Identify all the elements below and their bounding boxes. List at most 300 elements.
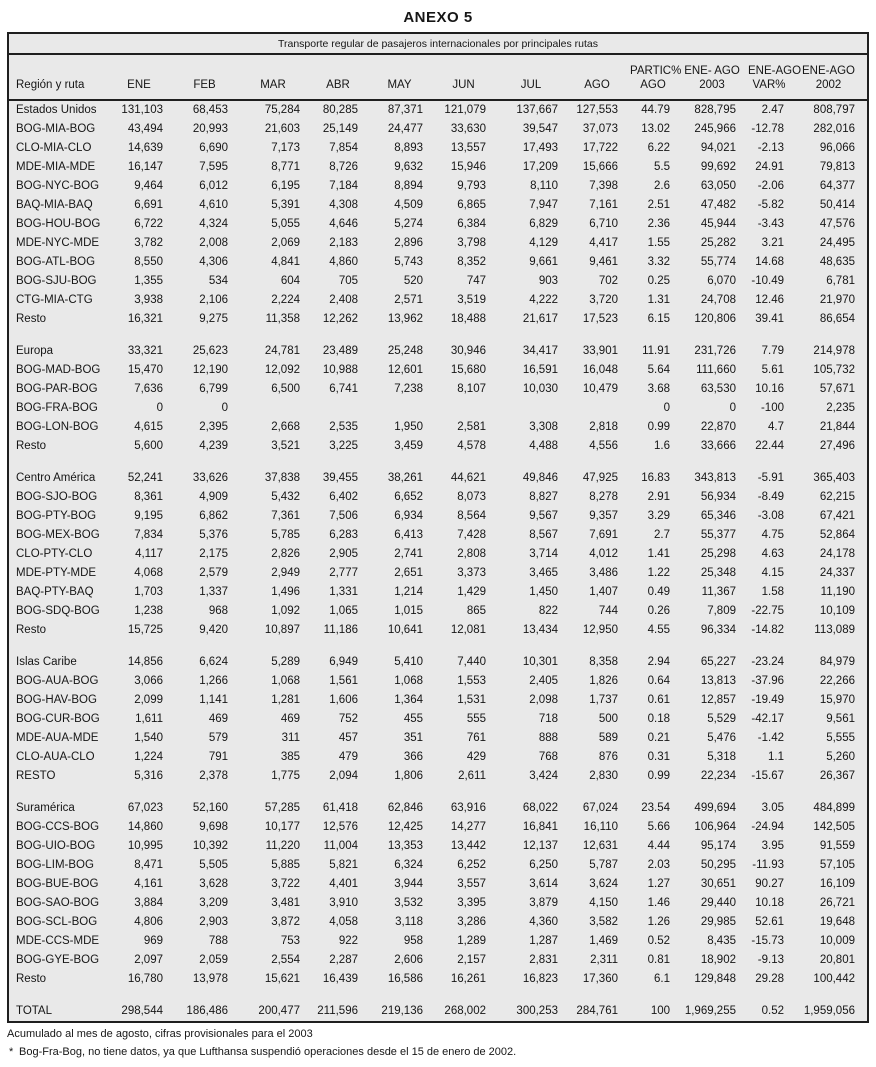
- cell: 13,442: [450, 840, 486, 852]
- cell: 10,479: [582, 383, 618, 395]
- row-label: BOG-LIM-BOG: [16, 859, 94, 871]
- cell: 8,894: [394, 180, 423, 192]
- cell: 0.61: [647, 694, 670, 706]
- cell: 63,530: [700, 383, 736, 395]
- cell: 6.15: [647, 313, 670, 325]
- cell: 4,860: [329, 256, 358, 268]
- cell: 3.32: [647, 256, 670, 268]
- cell: 12,631: [582, 840, 618, 852]
- cell: 21,970: [819, 294, 855, 306]
- cell: 366: [403, 751, 423, 763]
- cell: 7,595: [199, 161, 228, 173]
- cell: 2,157: [457, 954, 486, 966]
- cell: 500: [598, 713, 618, 725]
- cell: 75,284: [264, 104, 300, 116]
- row-label: Estados Unidos: [16, 104, 97, 116]
- cell: 0: [156, 402, 163, 414]
- row-label: BOG-FRA-BOG: [16, 402, 98, 414]
- row-label: BOG-SAO-BOG: [16, 897, 100, 909]
- passenger-routes-table: [7, 32, 869, 1023]
- table-row: [9, 583, 867, 602]
- cell: 44.79: [641, 104, 670, 116]
- cell: 5,410: [394, 656, 423, 668]
- cell: 4,308: [329, 199, 358, 211]
- cell: -9.13: [757, 954, 784, 966]
- cell: 0.52: [761, 1005, 784, 1017]
- cell: 15,621: [264, 973, 300, 985]
- footnote-bog-fra: [7, 1044, 869, 1060]
- cell: 33,630: [450, 123, 486, 135]
- cell: 2.36: [647, 218, 670, 230]
- column-header: PARTIC% AGO: [630, 55, 682, 100]
- cell: 25,348: [700, 567, 736, 579]
- cell: 5,529: [707, 713, 736, 725]
- cell: 1,826: [589, 675, 618, 687]
- cell: 5,743: [394, 256, 423, 268]
- cell: 6,652: [394, 491, 423, 503]
- cell: 2,098: [529, 694, 558, 706]
- cell: 4,117: [135, 548, 163, 560]
- cell: 11.91: [642, 345, 670, 357]
- table-row: [9, 100, 867, 120]
- table-row: [9, 361, 867, 380]
- cell: 211,596: [317, 1005, 358, 1017]
- cell: 1,068: [394, 675, 423, 687]
- cell: 5,821: [329, 859, 358, 871]
- cell: 39.41: [755, 313, 784, 325]
- table-row: [9, 970, 867, 989]
- cell: 1.1: [768, 751, 784, 763]
- cell: 3,722: [271, 878, 300, 890]
- section-spacer: [9, 329, 867, 342]
- cell: 1,407: [589, 586, 618, 598]
- cell: 7,184: [329, 180, 358, 192]
- cell: 5,274: [394, 218, 423, 230]
- table-row: [9, 272, 867, 291]
- table-row: [9, 196, 867, 215]
- cell: 1.22: [647, 567, 670, 579]
- cell: 9,793: [457, 180, 486, 192]
- cell: 3,308: [529, 421, 558, 433]
- table-body: [9, 100, 867, 1021]
- table-row: [9, 653, 867, 672]
- cell: 68,022: [522, 802, 558, 814]
- row-label: BOG-MEX-BOG: [16, 529, 100, 541]
- cell: 2,905: [329, 548, 358, 560]
- footnote-accumulated: Acumulado al mes de agosto, cifras provisionales para el 2003: [7, 1028, 313, 1040]
- cell: -3.43: [757, 218, 784, 230]
- cell: 753: [280, 935, 300, 947]
- table-row: [9, 748, 867, 767]
- cell: 2,183: [329, 237, 358, 249]
- cell: 2,903: [199, 916, 228, 928]
- cell: 25,282: [700, 237, 736, 249]
- cell: 7,854: [329, 142, 358, 154]
- cell: 7.79: [761, 345, 784, 357]
- cell: 455: [403, 713, 423, 725]
- cell: 4,150: [589, 897, 618, 909]
- cell: 3,944: [394, 878, 423, 890]
- cell: 4.7: [768, 421, 784, 433]
- cell: -42.17: [751, 713, 784, 725]
- column-header: Región y ruta: [9, 55, 109, 100]
- cell: 2.94: [647, 656, 670, 668]
- cell: 137,667: [516, 104, 558, 116]
- cell: 2,741: [394, 548, 423, 560]
- cell: 24,337: [819, 567, 855, 579]
- cell: 113,089: [814, 624, 855, 636]
- cell: 48,635: [819, 256, 855, 268]
- cell: 1,611: [135, 713, 163, 725]
- cell: 4,610: [199, 199, 228, 211]
- cell: 0: [663, 402, 670, 414]
- cell: 29,985: [700, 916, 736, 928]
- cell: 15,946: [450, 161, 486, 173]
- cell: 6,934: [394, 510, 423, 522]
- row-label: CTG-MIA-CTG: [16, 294, 93, 306]
- cell: 903: [538, 275, 558, 287]
- cell: 57,285: [264, 802, 300, 814]
- cell: 25,623: [192, 345, 228, 357]
- footnote-asterisk: *: [9, 1046, 14, 1058]
- cell: 1,561: [329, 675, 358, 687]
- cell: 16,110: [583, 821, 618, 833]
- cell: 52.61: [755, 916, 784, 928]
- row-label: BOG-CUR-BOG: [16, 713, 100, 725]
- cell: 3,557: [457, 878, 486, 890]
- cell: 3,879: [529, 897, 558, 909]
- cell: 1.6: [654, 440, 670, 452]
- cell: 8,073: [457, 491, 486, 503]
- cell: 8,726: [329, 161, 358, 173]
- cell: 16,321: [127, 313, 163, 325]
- cell: 63,916: [450, 802, 486, 814]
- cell: 22,266: [819, 675, 855, 687]
- cell: 57,105: [819, 859, 855, 871]
- cell: 11,186: [323, 624, 358, 636]
- cell: 27,496: [819, 440, 855, 452]
- cell: 6,070: [707, 275, 736, 287]
- cell: 21,617: [522, 313, 558, 325]
- cell: 3,714: [529, 548, 558, 560]
- cell: 120,806: [694, 313, 736, 325]
- table-row: [9, 469, 867, 488]
- cell: 3.95: [761, 840, 784, 852]
- footnotes: [7, 1026, 869, 1060]
- cell: 13,353: [387, 840, 423, 852]
- table-row: [9, 526, 867, 545]
- cell: 14,277: [450, 821, 486, 833]
- cell: 14,639: [127, 142, 163, 154]
- cell: 10,301: [522, 656, 558, 668]
- section-spacer: [9, 640, 867, 653]
- column-header: ENE- AGO 2003: [682, 55, 748, 100]
- cell: 6,283: [329, 529, 358, 541]
- cell: 3,459: [394, 440, 423, 452]
- cell: 1,364: [394, 694, 423, 706]
- cell: 4,646: [329, 218, 358, 230]
- cell: 1.31: [647, 294, 670, 306]
- cell: 3,395: [457, 897, 486, 909]
- cell: 47,925: [582, 472, 618, 484]
- cell: 8,361: [134, 491, 163, 503]
- cell: 6,413: [394, 529, 423, 541]
- cell: 4,161: [134, 878, 163, 890]
- cell: [240, 399, 312, 418]
- cell: 11,367: [701, 586, 736, 598]
- cell: 90.27: [755, 878, 784, 890]
- cell: 2,831: [529, 954, 558, 966]
- column-header: ENE: [109, 55, 175, 100]
- cell: 3,066: [134, 675, 163, 687]
- cell: 12,081: [450, 624, 486, 636]
- cell: 45,944: [700, 218, 736, 230]
- cell: 231,726: [694, 345, 736, 357]
- row-label: BOG-MIA-BOG: [16, 123, 96, 135]
- cell: 4,806: [134, 916, 163, 928]
- cell: 1,355: [134, 275, 163, 287]
- cell: 15,970: [819, 694, 855, 706]
- cell: 100: [650, 1005, 670, 1017]
- cell: 2.51: [647, 199, 670, 211]
- cell: 1.58: [761, 586, 784, 598]
- table-row: [9, 488, 867, 507]
- row-label: TOTAL: [16, 1005, 52, 1017]
- cell: 10,030: [522, 383, 558, 395]
- cell: 311: [281, 732, 300, 744]
- table-row: [9, 602, 867, 621]
- cell: 7,947: [529, 199, 558, 211]
- cell: 55,774: [700, 256, 736, 268]
- cell: 15,725: [127, 624, 163, 636]
- row-label: BOG-HOU-BOG: [16, 218, 101, 230]
- cell: 24.91: [755, 161, 784, 173]
- cell: 1,429: [457, 586, 486, 598]
- cell: 520: [403, 275, 423, 287]
- cell: 3,872: [271, 916, 300, 928]
- cell: 3,481: [271, 897, 300, 909]
- cell: 5.66: [647, 821, 670, 833]
- cell: 744: [598, 605, 618, 617]
- cell: 2,224: [271, 294, 300, 306]
- cell: 6,250: [529, 859, 558, 871]
- cell: 2.7: [654, 529, 670, 541]
- cell: 52,160: [192, 802, 228, 814]
- cell: 791: [208, 751, 228, 763]
- cell: 12,950: [582, 624, 618, 636]
- cell: 3,225: [329, 440, 358, 452]
- cell: 5,316: [134, 770, 163, 782]
- cell: 9,464: [134, 180, 163, 192]
- cell: 604: [280, 275, 300, 287]
- cell: 129,848: [694, 973, 736, 985]
- cell: 3,614: [529, 878, 558, 890]
- column-header: MAY: [370, 55, 435, 100]
- cell: 1,959,056: [803, 1005, 855, 1017]
- cell: 922: [338, 935, 358, 947]
- cell: 96,066: [819, 142, 855, 154]
- cell: 8,827: [529, 491, 558, 503]
- cell: 1,553: [457, 675, 486, 687]
- cell: 3,118: [395, 916, 423, 928]
- cell: 19,648: [819, 916, 855, 928]
- cell: 4.63: [761, 548, 784, 560]
- cell: 788: [208, 935, 228, 947]
- cell: 12,092: [264, 364, 300, 376]
- cell: 469: [208, 713, 228, 725]
- row-label: BOG-HAV-BOG: [16, 694, 97, 706]
- cell: 12,425: [387, 821, 423, 833]
- cell: 3,521: [271, 440, 300, 452]
- cell: 4,417: [589, 237, 618, 249]
- cell: 1,281: [271, 694, 300, 706]
- cell: 8,567: [529, 529, 558, 541]
- cell: 12,137: [522, 840, 558, 852]
- cell: 24,477: [387, 123, 423, 135]
- cell: 11,358: [265, 313, 300, 325]
- cell: 10.18: [755, 897, 784, 909]
- cell: 10.16: [755, 383, 784, 395]
- table-row: [9, 932, 867, 951]
- cell: 11,004: [323, 840, 358, 852]
- cell: 13,557: [450, 142, 486, 154]
- cell: 26,721: [819, 897, 855, 909]
- row-label: BOG-AUA-BOG: [16, 675, 99, 687]
- table-row: [9, 951, 867, 970]
- cell: 9,661: [529, 256, 558, 268]
- cell: 3,532: [394, 897, 423, 909]
- cell: 2.03: [647, 859, 670, 871]
- cell: 67,023: [127, 802, 163, 814]
- cell: 16,841: [522, 821, 558, 833]
- cell: 16,823: [522, 973, 558, 985]
- cell: -2.13: [757, 142, 784, 154]
- cell: 8,110: [530, 180, 558, 192]
- cell: 24,781: [264, 345, 300, 357]
- cell: 121,079: [444, 104, 486, 116]
- cell: 16,439: [322, 973, 358, 985]
- cell: [370, 399, 435, 418]
- cell: 0.31: [647, 751, 670, 763]
- cell: 8,564: [457, 510, 486, 522]
- cell: 67,421: [819, 510, 855, 522]
- cell: 4,556: [589, 440, 618, 452]
- cell: 2,106: [199, 294, 228, 306]
- cell: 284,761: [576, 1005, 618, 1017]
- table-row: [9, 234, 867, 253]
- cell: 6,500: [271, 383, 300, 395]
- cell: 4,068: [134, 567, 163, 579]
- cell: 5.61: [761, 364, 784, 376]
- row-label: BOG-SJU-BOG: [16, 275, 97, 287]
- cell: 0.64: [647, 675, 670, 687]
- cell: 1,531: [457, 694, 486, 706]
- cell: 2,571: [394, 294, 423, 306]
- cell: 4,324: [199, 218, 228, 230]
- cell: -11.93: [752, 859, 784, 871]
- table-row: [9, 291, 867, 310]
- cell: 2.6: [654, 180, 670, 192]
- cell: 39,455: [322, 472, 358, 484]
- cell: 5,055: [271, 218, 300, 230]
- cell: 5,391: [271, 199, 300, 211]
- cell: 5,600: [134, 440, 163, 452]
- cell: 876: [598, 751, 618, 763]
- row-label: Suramérica: [16, 802, 75, 814]
- cell: 2,606: [394, 954, 423, 966]
- data-table: [9, 55, 867, 1021]
- table-row: [9, 158, 867, 177]
- row-label: MDE-PTY-MDE: [16, 567, 97, 579]
- cell: 6,402: [329, 491, 358, 503]
- cell: 10,177: [264, 821, 300, 833]
- cell: 3,582: [589, 916, 618, 928]
- cell: 30,946: [450, 345, 486, 357]
- cell: 2.47: [761, 104, 784, 116]
- cell: 429: [466, 751, 486, 763]
- cell: 298,544: [121, 1005, 163, 1017]
- cell: 1,289: [457, 935, 486, 947]
- cell: 67,024: [582, 802, 618, 814]
- cell: 131,103: [121, 104, 163, 116]
- column-header: ENE-AGO 2002: [796, 55, 867, 100]
- cell: 3.68: [647, 383, 670, 395]
- cell: 1,015: [394, 605, 423, 617]
- cell: 3.21: [761, 237, 784, 249]
- cell: 8,107: [457, 383, 486, 395]
- cell: 2,818: [589, 421, 618, 433]
- column-header: AGO: [570, 55, 630, 100]
- cell: 2,826: [271, 548, 300, 560]
- row-label: Resto: [16, 440, 47, 452]
- table-row: [9, 380, 867, 399]
- cell: 105,732: [813, 364, 855, 376]
- table-row: [9, 139, 867, 158]
- cell: 888: [538, 732, 558, 744]
- cell: 969: [143, 935, 163, 947]
- cell: 822: [538, 605, 558, 617]
- cell: 106,964: [694, 821, 736, 833]
- cell: 2.91: [647, 491, 670, 503]
- cell: 351: [403, 732, 423, 744]
- cell: 6,829: [529, 218, 558, 230]
- cell: 63,050: [700, 180, 736, 192]
- cell: 5,289: [271, 656, 300, 668]
- section-spacer: [9, 456, 867, 469]
- cell: 4.15: [761, 567, 784, 579]
- cell: -14.82: [751, 624, 784, 636]
- cell: 2,535: [329, 421, 358, 433]
- row-label: BOG-SJO-BOG: [16, 491, 98, 503]
- cell: 499,694: [694, 802, 736, 814]
- cell: 2,094: [329, 770, 358, 782]
- row-label: Resto: [16, 624, 47, 636]
- cell: 127,553: [576, 104, 618, 116]
- cell: 25,149: [322, 123, 358, 135]
- table-row: [9, 729, 867, 748]
- row-label: BOG-PTY-BOG: [16, 510, 97, 522]
- cell: 86,654: [819, 313, 855, 325]
- cell: -23.24: [751, 656, 784, 668]
- cell: 91,559: [819, 840, 855, 852]
- cell: 16.83: [641, 472, 670, 484]
- cell: 1,469: [589, 935, 618, 947]
- cell: 3,720: [589, 294, 618, 306]
- cell: 7,428: [457, 529, 486, 541]
- column-header: JUN: [435, 55, 498, 100]
- cell: 2,896: [394, 237, 423, 249]
- cell: [570, 399, 630, 418]
